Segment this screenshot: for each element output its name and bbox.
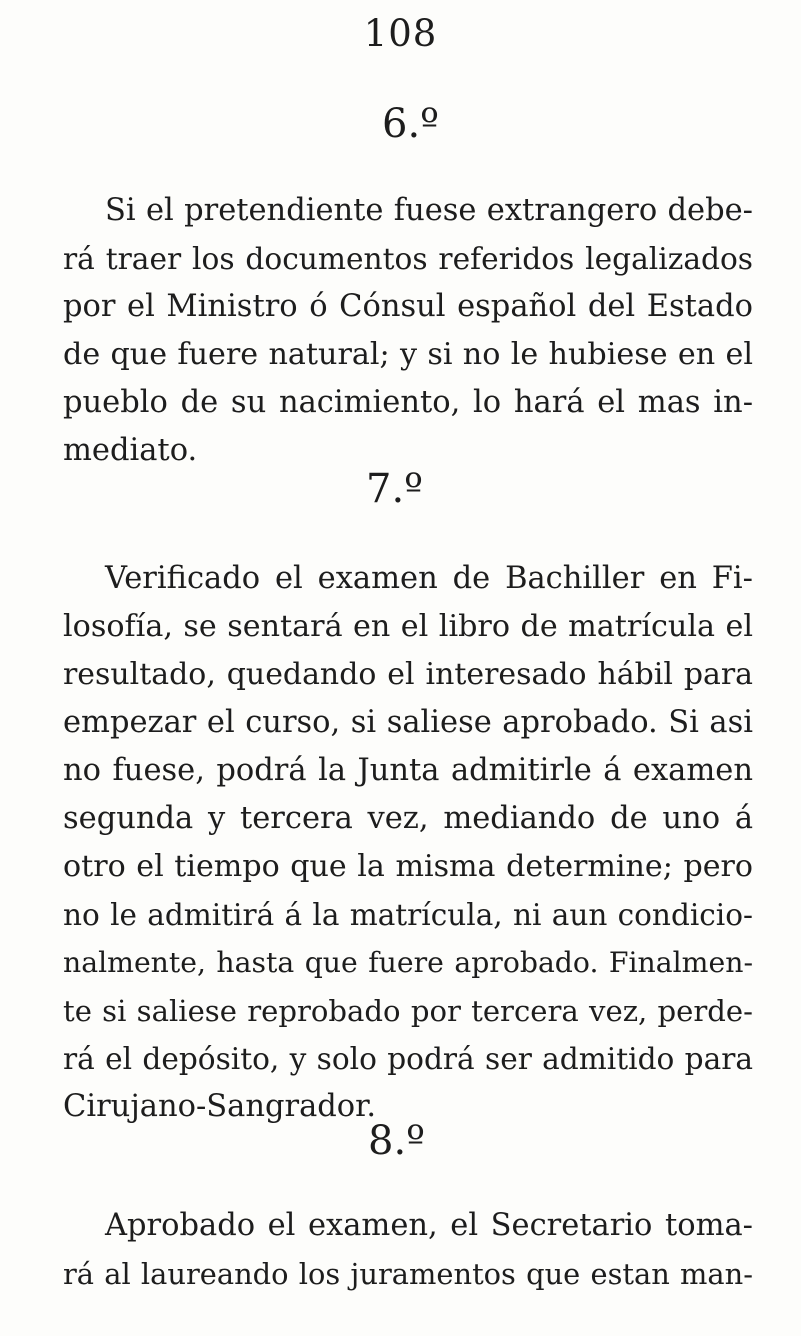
text-line: Aprobado el examen, el Secretario toma-	[105, 1208, 753, 1243]
text-line: empezar el curso, si saliese aprobado. Si asi	[63, 705, 753, 740]
text-line: te si saliese reprobado por tercera vez, perde-	[63, 994, 753, 1028]
text-line: pueblo de su nacimiento, lo hará el mas in-	[63, 385, 753, 420]
article-8-heading: 8.º	[368, 1118, 425, 1164]
text-line: mediato.	[63, 433, 198, 468]
text-line: rá traer los documentos referidos legalizados	[63, 241, 753, 276]
text-line: por el Ministro ó Cónsul español del Estado	[63, 289, 753, 324]
article-7-paragraph	[63, 555, 753, 1131]
text-line: no le admitirá á la matrícula, ni aun condicio-	[63, 898, 753, 932]
text-line: resultado, quedando el interesado hábil para	[63, 657, 753, 692]
text-line: rá al laureando los juramentos que estan man-	[63, 1257, 753, 1291]
text-line: otro el tiempo que la misma determine; pero	[63, 849, 753, 884]
article-7-heading: 7.º	[366, 466, 423, 512]
text-line: nalmente, hasta que fuere aprobado. Finalmen-	[63, 946, 753, 979]
text-line: losofía, se sentará en el libro de matrícula el	[63, 609, 753, 644]
text-line: Cirujano-Sangrador.	[63, 1089, 377, 1124]
text-line: de que fuere natural; y si no le hubiese en el	[63, 337, 753, 372]
page-number: 108	[363, 12, 438, 55]
text-line: segunda y tercera vez, mediando de uno á	[63, 801, 753, 836]
text-line: no fuese, podrá la Junta admitirle á examen	[63, 753, 753, 788]
text-line: Verificado el examen de Bachiller en Fi-	[105, 561, 753, 596]
article-6-heading: 6.º	[382, 101, 439, 147]
article-8-paragraph	[63, 1202, 753, 1298]
text-line: rá el depósito, y solo podrá ser admitido para	[63, 1042, 753, 1076]
article-6-paragraph	[63, 187, 753, 475]
text-line: Si el pretendiente fuese extrangero debe-	[105, 193, 753, 228]
